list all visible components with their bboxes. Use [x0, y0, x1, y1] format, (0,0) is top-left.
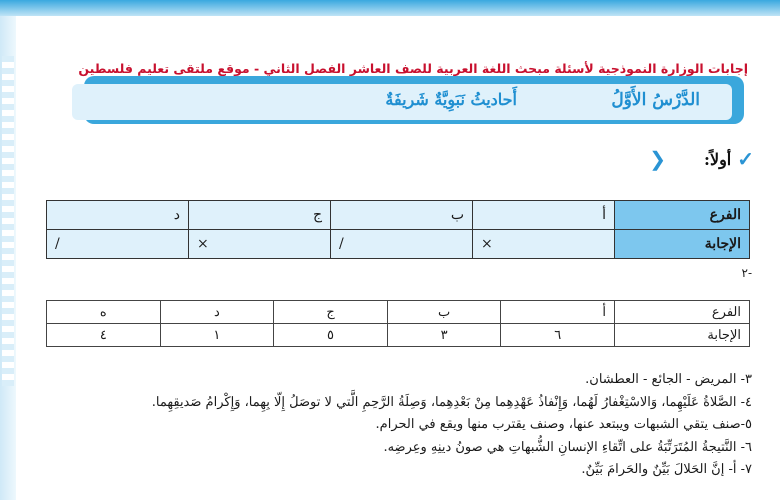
bracket-icon: ❯ [649, 147, 666, 171]
table-cell: ٦ [501, 324, 615, 347]
answer-line: ٣- المريض - الجائع - العطشان. [585, 372, 752, 387]
lesson-banner [72, 84, 732, 120]
table-row [47, 301, 750, 324]
table-cell: ج [274, 301, 388, 324]
table-cell: / [331, 230, 473, 259]
answer-line: ٧- أ- إنَّ الحَلالَ بَيِّنٌ والحَرامَ بَيِّنٌ. [581, 462, 752, 477]
row-header-branch: الفرع [615, 201, 750, 230]
table-cell: ج [189, 201, 331, 230]
top-banner [0, 0, 780, 16]
table-cell: ٥ [274, 324, 388, 347]
table-cell: ١ [160, 324, 274, 347]
checkmark-icon: ✓ [737, 147, 754, 171]
answer-line: ٦- النَّتيجةُ المُتَرَتِّبَةُ على اتِّقاءِ الإنسانِ الشُّبهاتِ هي صونُ دينِهِ وعِرضِه. [383, 439, 752, 455]
table-row [47, 230, 750, 259]
table-row [47, 324, 750, 347]
table-cell: × [473, 230, 615, 259]
table-cell: د [47, 201, 189, 230]
table-cell: × [189, 230, 331, 259]
section-label: أولاً: [704, 149, 732, 169]
row-header-answer: الإجابة [615, 324, 750, 347]
answers-table-2 [46, 300, 750, 347]
site-header-note: إجابات الوزارة النموذجية لأسئلة مبحث اللغة العربية للصف العاشر الفصل الثاني - موقع ملتقى تعليم فلسطين [78, 61, 748, 76]
answer-line: ٤- الصَّلاةُ عَلَيْهِما، وَالاسْتِغْفارُ لَهُما، وَإِنْفاذُ عَهْدِهِما مِنْ بَعْدِهِما، وَصِلَةُ الرَّحِمِ الَّتي لا توصَلُ إِلّا بِهِما، وَإِكْرامُ صَديقِهِما. [151, 394, 752, 410]
answers-table-1 [46, 200, 750, 259]
table-cell: / [47, 230, 189, 259]
table-cell: أ [501, 301, 615, 324]
table-cell: ه [47, 301, 161, 324]
item-number-2: -٢ [741, 266, 752, 280]
answer-line: ٥-صنف يتقي الشبهات ويبتعد عنها، وصنف يقترب منها ويقع في الحرام. [375, 417, 752, 432]
table-cell: أ [473, 201, 615, 230]
row-header-branch: الفرع [615, 301, 750, 324]
table-cell: ب [331, 201, 473, 230]
table-cell: ٤ [47, 324, 161, 347]
answer-lines [62, 369, 752, 482]
table-cell: د [160, 301, 274, 324]
lesson-title: الدَّرْسُ الأَوَّلُ [611, 90, 700, 110]
table-row [47, 201, 750, 230]
watermark-pattern [2, 56, 14, 386]
section-heading [704, 147, 754, 171]
table-cell: ب [387, 301, 501, 324]
table-cell: ٣ [387, 324, 501, 347]
side-decoration [0, 16, 16, 500]
row-header-answer: الإجابة [615, 230, 750, 259]
lesson-subtitle: أَحاديثُ نَبَوِيَّةٌ شَريفَةٌ [385, 90, 517, 109]
